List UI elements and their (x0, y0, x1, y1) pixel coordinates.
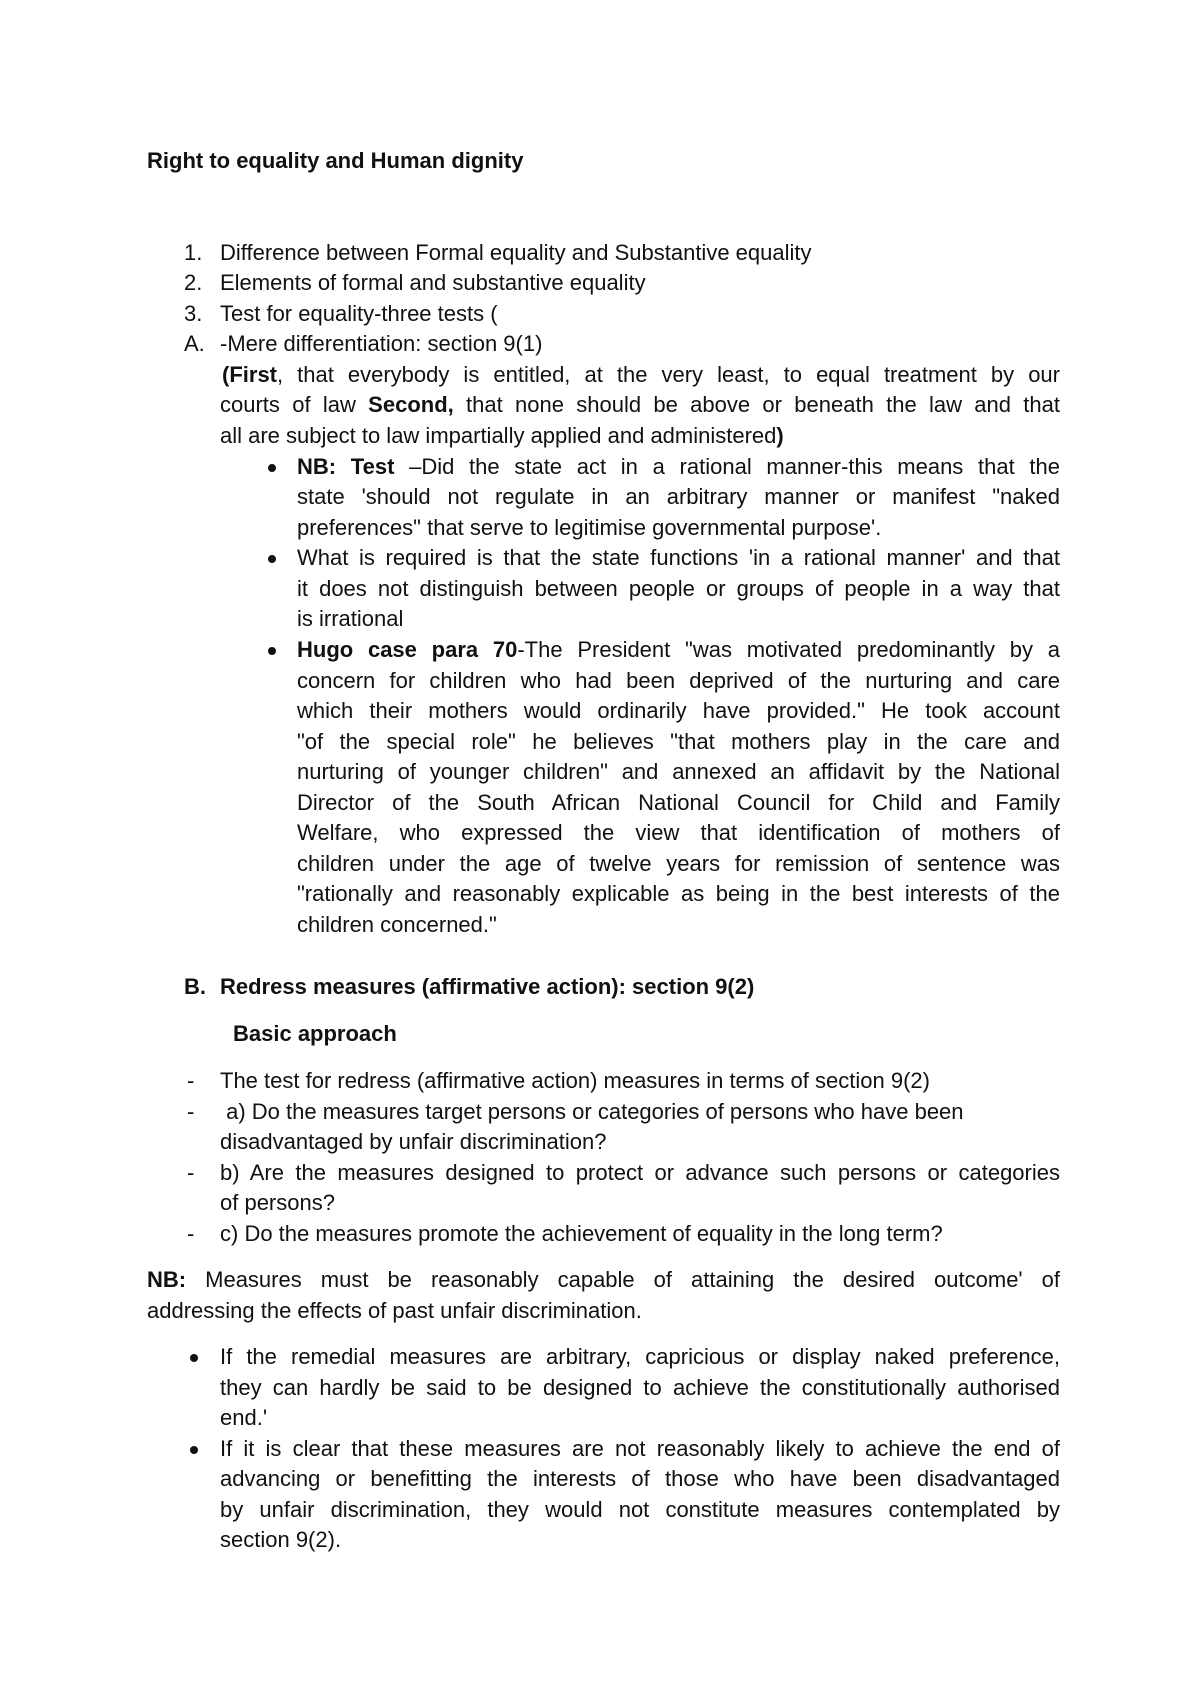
numbered-item-number: 2. (184, 270, 203, 295)
dash-item-line: The test for redress (affirmative action) measures in terms of section 9(2) (220, 1068, 930, 1093)
hugo-case-line: "of the special role" he believes "that mothers play in the care and (297, 729, 1060, 754)
hugo-case-line: children concerned." (297, 912, 497, 937)
dash-marker: - (187, 1221, 195, 1246)
numbered-item-text: Elements of formal and substantive equality (220, 270, 646, 295)
dash-item-line: c) Do the measures promote the achievement of equality in the long term? (220, 1221, 943, 1246)
numbered-item-number: 1. (184, 240, 203, 265)
section-a-intro-line-2: courts of law Second, that none should be above or beneath the law and that (220, 392, 1060, 417)
not-reasonably-likely-line: advancing or benefitting the interests of those who have been disadvantaged (220, 1466, 1060, 1491)
remedial-measures-line: end.' (220, 1405, 268, 1430)
document-title: Right to equality and Human dignity (147, 148, 524, 173)
nb-measures-line-1: NB: Measures must be reasonably capable of attaining the desired outcome' of (147, 1267, 1060, 1292)
bullet-icon (268, 464, 276, 472)
not-reasonably-likely-line: If it is clear that these measures are not reasonably likely to achieve the end of (220, 1436, 1060, 1461)
basic-approach-heading: Basic approach (233, 1021, 397, 1046)
hugo-case-label: Hugo case para 70 (297, 637, 518, 662)
numbered-item-text: Difference between Formal equality and Substantive equality (220, 240, 812, 265)
bullet-icon (190, 1354, 198, 1362)
hugo-case-line-1: Hugo case para 70-The President "was motivated predominantly by a (297, 637, 1060, 662)
hugo-case-line: children under the age of twelve years for remission of sentence was (297, 851, 1060, 876)
dash-item-line: b) Are the measures designed to protect or advance such persons or categories (220, 1160, 1060, 1185)
remedial-measures-line: If the remedial measures are arbitrary, capricious or display naked preference, (220, 1344, 1060, 1369)
dash-item-line: of persons? (220, 1190, 335, 1215)
dash-item-line: a) Do the measures target persons or categories of persons who have been (220, 1099, 964, 1124)
hugo-case-line: Director of the South African National Council for Child and Family (297, 790, 1060, 815)
numbered-item-text: Test for equality-three tests ( (220, 301, 498, 326)
rational-manner-line-3: is irrational (297, 606, 404, 631)
bullet-icon (268, 647, 276, 655)
hugo-case-line: which their mothers would ordinarily have provided." He took account (297, 698, 1060, 723)
bullet-icon (190, 1446, 198, 1454)
first-label: (First (222, 362, 277, 387)
rational-manner-line-1: What is required is that the state functions 'in a rational manner' and that (297, 545, 1060, 570)
bullet-icon (268, 555, 276, 563)
nb-test-line-3: preferences" that serve to legitimise governmental purpose'. (297, 515, 882, 540)
section-a-heading: -Mere differentiation: section 9(1) (220, 331, 543, 356)
dash-item-line: disadvantaged by unfair discrimination? (220, 1129, 607, 1154)
remedial-measures-line: they can hardly be said to be designed to achieve the constitutionally authorised (220, 1375, 1060, 1400)
nb-label: NB: (147, 1267, 187, 1292)
section-a-letter: A. (184, 331, 205, 356)
nb-test-label: NB: Test (297, 454, 395, 479)
dash-marker: - (187, 1099, 195, 1124)
nb-measures-line-2: addressing the effects of past unfair discrimination. (147, 1298, 642, 1323)
nb-test-line-2: state 'should not regulate in an arbitrary manner or manifest "naked (297, 484, 1060, 509)
nb-test-line-1: NB: Test –Did the state act in a rational manner-this means that the (297, 454, 1060, 479)
section-b-heading: Redress measures (affirmative action): section 9(2) (220, 974, 755, 999)
numbered-item-number: 3. (184, 301, 203, 326)
dash-marker: - (187, 1160, 195, 1185)
not-reasonably-likely-line: by unfair discrimination, they would not constitute measures contemplated by (220, 1497, 1060, 1522)
hugo-case-line: nurturing of younger children" and annexed an affidavit by the National (297, 759, 1060, 784)
section-a-intro-line-1: (First, that everybody is entitled, at the very least, to equal treatment by our (222, 362, 1060, 387)
section-a-intro-line-3: all are subject to law impartially applied and administered) (220, 423, 784, 448)
section-b-letter: B. (184, 974, 206, 999)
not-reasonably-likely-line: section 9(2). (220, 1527, 342, 1552)
hugo-case-line: concern for children who had been deprived of the nurturing and care (297, 668, 1060, 693)
rational-manner-line-2: it does not distinguish between people or groups of people in a way that (297, 576, 1060, 601)
dash-marker: - (187, 1068, 195, 1093)
second-label: Second, (368, 392, 454, 417)
hugo-case-line: Welfare, who expressed the view that identification of mothers of (297, 820, 1060, 845)
hugo-case-line: "rationally and reasonably explicable as being in the best interests of the (297, 881, 1060, 906)
